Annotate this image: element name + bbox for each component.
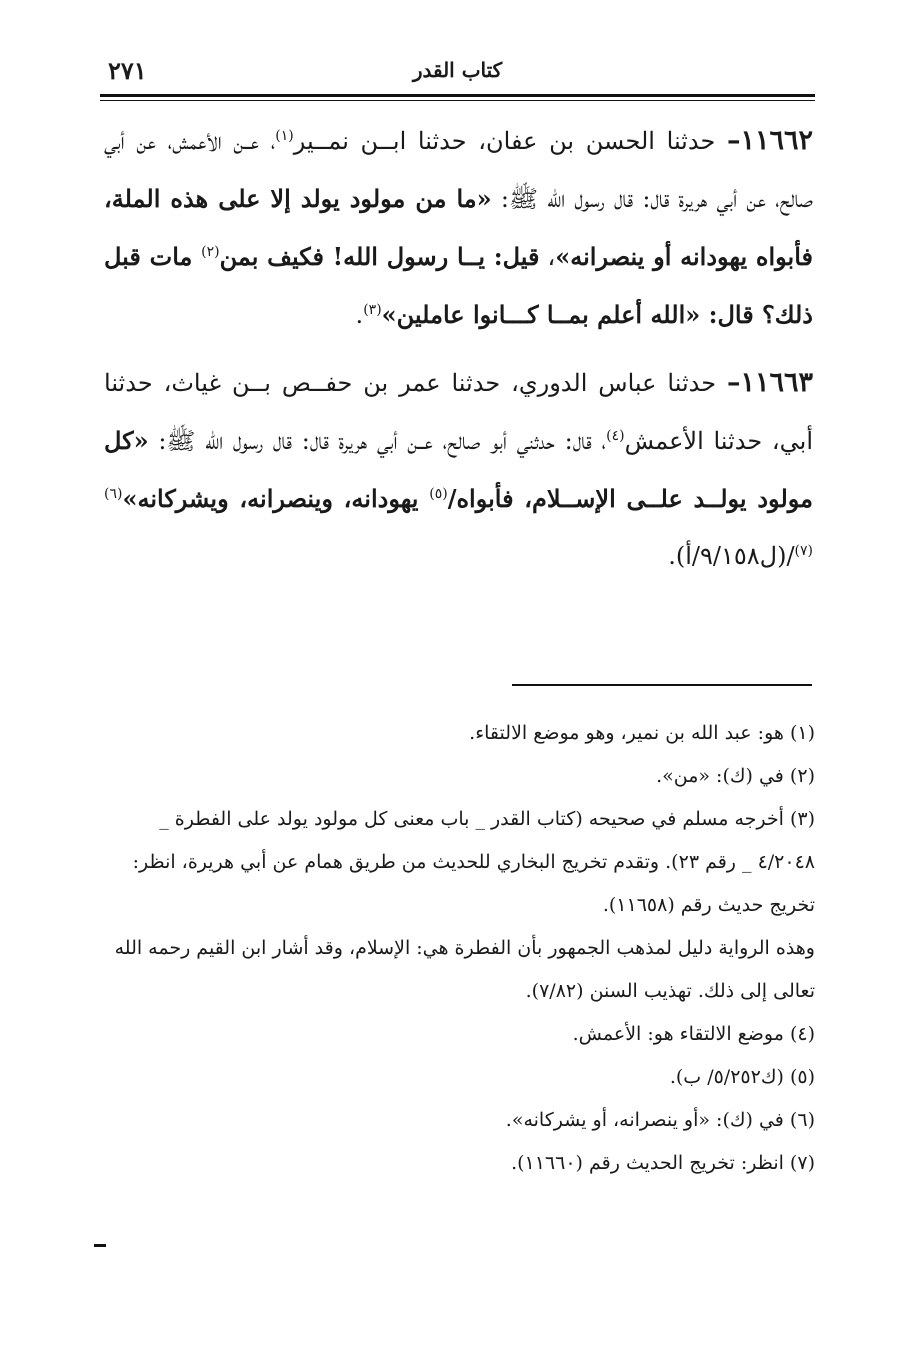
footnotes (96, 712, 815, 1185)
page-mark (94, 1244, 106, 1247)
footnote-ref: (١) (275, 128, 294, 144)
hadith-number: ١١٦٦٢– (727, 125, 814, 156)
matn-text: «كل مولود يولــد علــى الإســلام، فأبواه/ (104, 426, 814, 513)
footnote-3: (٣) أخرجه مسلم في صحيحه (كتاب القدر _ باب معنى كل مولود يولد على الفطرة _ ٤/٢٠٤٨ _ رقم ٢٣). وتقدم تخريج البخاري للحديث من طريق همام عن أبي هريرة، انظر: تخريج حديث رقم (١١٦٥٨). (132, 808, 815, 916)
main-text (104, 112, 813, 595)
hadith-number: ١١٦٦٣– (726, 367, 813, 398)
footnote-4: (٤) موضع الالتقاء هو: الأعمش. (572, 1023, 815, 1045)
footnote-3-note: وهذه الرواية دليل لمذهب الجمهور بأن الفطرة هي: الإسلام، وقد أشار ابن القيم رحمه الله تعالى إلى ذلك. تهذيب السنن (٧/٨٢). (114, 937, 815, 1002)
hadith-text: . (355, 301, 364, 329)
matn-text: قيل: يــا رسول الله! فكيف بمن (219, 242, 540, 271)
footnote-7: (٧) انظر: تخريج الحديث رقم (١١٦٦٠). (511, 1152, 815, 1174)
hadith-text: حدثنا عباس الدوري، حدثنا عمر بن حفــص بــن غياث، حدثنا أبي، حدثنا الأعمش (104, 369, 813, 455)
footnote-ref: (٢) (201, 244, 220, 260)
footnote-6: (٦) في (ك): «أو ينصرانه، أو يشركانه». (505, 1109, 815, 1131)
hadith-text: ، (539, 243, 556, 271)
footnote-1: (١) هو: عبد الله بن نمير، وهو موضع الالتقاء. (469, 722, 815, 744)
matn-text: مات قبل ذلك؟ قال: (104, 242, 813, 329)
header-rule (100, 94, 815, 97)
footnote-2: (٢) في (ك): «من». (656, 765, 815, 787)
footnote-ref: (٣) (363, 302, 382, 318)
hadith-11662 (104, 112, 813, 344)
footnote-separator (512, 684, 812, 686)
matn-text: يهودانه، وينصرانه، ويشركانه» (122, 484, 430, 513)
hadith-text: حدثنا الحسن بن عفان، حدثنا ابــن نمــير (293, 127, 727, 155)
hadith-11663 (104, 354, 813, 585)
footnote-ref: (٤) (606, 428, 625, 444)
footnote-ref: (٦)(٧) (104, 486, 813, 559)
footnote-5: (٥) (ك٥/٢٥٢/ ب). (669, 1066, 815, 1088)
page-header (100, 56, 815, 92)
hadith-text: ، قال: حدثني أبو صالح، عــن أبي هريرة قال: قال رسول الله ﷺ: (148, 427, 607, 455)
footnote-ref: (٥) (429, 486, 448, 502)
matn-text: «ما من مولود يولد إلا على هذه الملة، فأبواه يهودانه أو ينصرانه» (104, 184, 813, 271)
matn-text: «الله أعلم بمــا كـــانوا عاملين» (381, 300, 701, 329)
running-title: كتاب القدر (412, 58, 503, 82)
page-number: ٢٧١ (108, 56, 147, 85)
hadith-text: ، عــن الأعمش، عن أبي صالح، عن أبي هريرة قال: قال رسول الله ﷺ: (104, 127, 813, 213)
header-rule-thin (100, 100, 815, 101)
hadith-text: /(ل٩/١٥٨/أ). (668, 542, 795, 570)
